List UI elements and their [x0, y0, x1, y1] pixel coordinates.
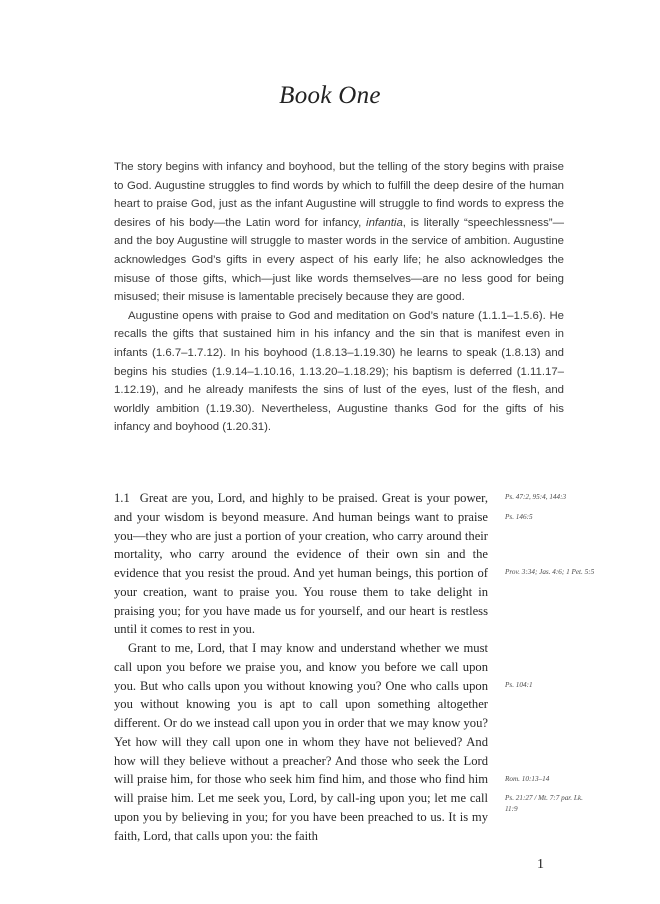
introduction [114, 158, 564, 437]
intro-p1-text: The story begins with infancy and boyhood, but the telling of the story begins with praise to God. Augustine struggles to find words by which to fulfill the deep desire of the human heart to praise God, just as the infant Augustine will struggle to find words to express the desires of his body—the Latin word for infancy, [114, 161, 564, 229]
page-number: 1 [537, 857, 544, 872]
section-number: 1.1 [114, 491, 130, 505]
intro-paragraph-1 [114, 158, 564, 307]
margin-note-6: Ps. 21:27 / Mt. 7:7 par. Lk. 11:9 [505, 794, 583, 813]
body-paragraph-1 [114, 489, 488, 639]
intro-p1-emphasis: infantia [366, 216, 403, 229]
body-paragraph-2: Grant to me, Lord, that I may know and understand whether we must call upon you before we praise you, and know you before we call upon you. But who calls upon you without knowing you? One who calls upon you without knowing you is apt to call upon something altogether different. Or do we instead call upon you in order that we may know you? Yet how will they call upon one in whom they have not believed? And how will they believe without a preacher? And those who seek the Lord will praise him, for those who seek him find him, and those who find him will praise him. Let me seek you, Lord, by call-ing upon you; let me call upon you by believing in you; for you have been preached to us. It is my faith, Lord, that calls upon you: the faith [114, 641, 488, 843]
margin-note-3: Prov. 3:34; Jas. 4:6; 1 Pet. 5:5 [505, 568, 595, 576]
intro-paragraph-2: Augustine opens with praise to God and meditation on God’s nature (1.1.1–1.5.6). He recalls the gifts that sustained him in his infancy and the sin that is manifest even in infants (1.6.7–1.7.12). In his boyhood (1.8.13–1.19.30) he learns to speak (1.8.13) and begins his studies (1.9.14–1.10.16, 1.13.20–1.18.29); his baptism is deferred (1.11.17–1.12.19), and he already manifests the sins of lust of the eyes, lust of the flesh, and worldly ambition (1.19.30). Nevertheless, Augustine thanks God for the gifts of his infancy and boyhood (1.20.31). [114, 309, 564, 434]
margin-note-1: Ps. 47:2, 95:4, 144:3 [505, 493, 567, 501]
main-text [114, 489, 488, 845]
intro-p1-tail: , is literally “speechlessness”—and the boy Augustine will struggle to master words in the service of ambition. Augustine acknowledges God’s gifts in every aspect of his early life; he also acknowledges the misuse of those gifts, which—just like words themselves—are no less good for being misused; their misuse is lamentable precisely because they are good. [114, 216, 564, 304]
margin-note-4: Ps. 104:1 [505, 681, 533, 689]
margin-note-2: Ps. 146:5 [505, 513, 533, 521]
margin-note-5: Rom. 10:13–14 [505, 775, 550, 783]
chapter-title: Book One [279, 82, 381, 109]
body-p1-text: Great are you, Lord, and highly to be praised. Great is your power, and your wisdom is beyond measure. And human beings want to praise you—they who are just a portion of your creation, who carry around their mortality, who carry around the evidence of their own sin and the evidence that you resist the proud. And yet human beings, this portion of your creation, want to praise you. You rouse them to take delight in praising you; for you have made us for yourself, and our heart is restless until it comes to rest in you. [114, 491, 488, 637]
